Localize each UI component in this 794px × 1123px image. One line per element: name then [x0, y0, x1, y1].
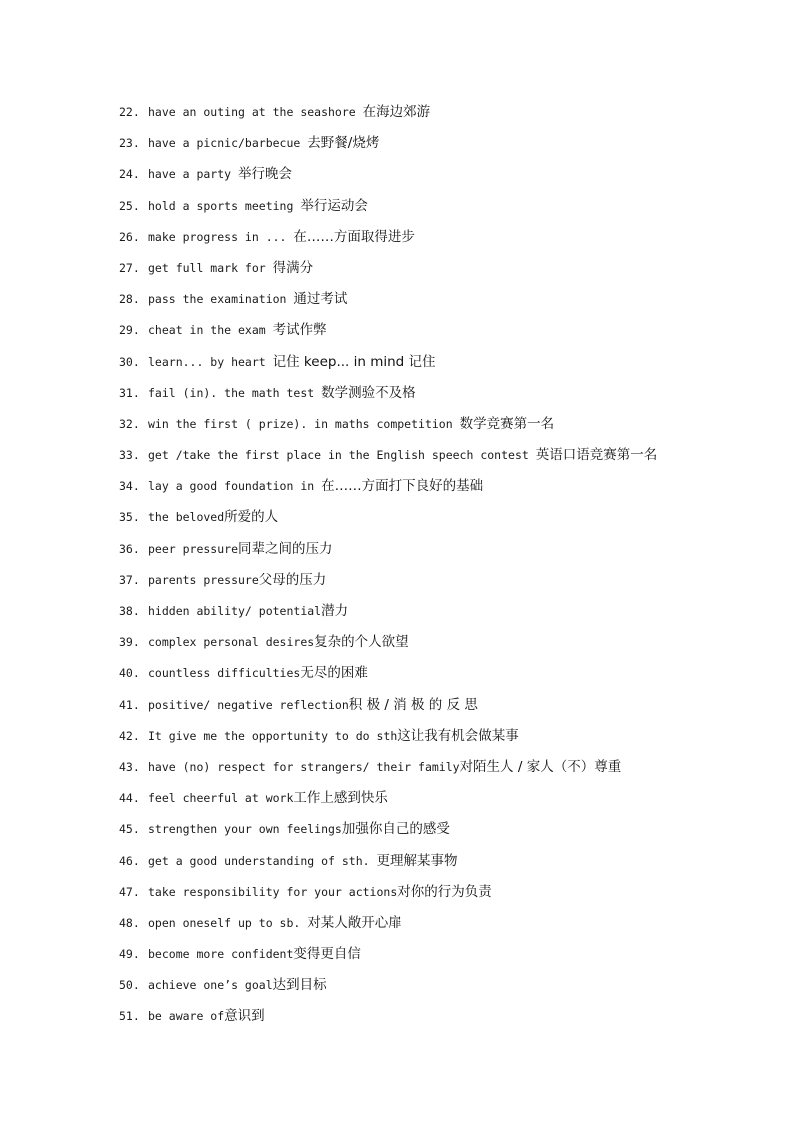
chinese-meaning: 对你的行为负责	[397, 883, 492, 900]
entry-number: 44.	[119, 791, 140, 806]
entry-number: 34.	[119, 479, 140, 494]
english-phrase: strengthen your own feelings	[148, 822, 342, 837]
english-phrase: pass the examination	[148, 292, 287, 307]
english-phrase: get full mark for	[148, 260, 266, 275]
english-phrase: get a good understanding of sth.	[148, 853, 370, 868]
list-item	[119, 257, 779, 288]
chinese-meaning: 所爱的人	[224, 509, 279, 526]
english-phrase: get /take the first place in the English speech contest	[148, 448, 529, 463]
english-phrase: have a picnic/barbecue	[148, 136, 301, 151]
english-phrase: feel cheerful at work	[148, 791, 294, 806]
english-phrase: positive/ negative reflection	[148, 697, 349, 712]
chinese-meaning: 加强你自己的感受	[341, 821, 450, 838]
list-item	[119, 475, 779, 506]
chinese-meaning: 达到目标	[272, 977, 327, 994]
chinese-meaning: 对某人敞开心扉	[307, 914, 402, 931]
list-item	[119, 943, 779, 974]
list-item	[119, 351, 779, 382]
english-phrase: be aware of	[148, 1009, 225, 1024]
chinese-meaning: 数学竞赛第一名	[459, 415, 555, 432]
list-item	[119, 506, 779, 537]
list-item	[119, 600, 779, 631]
english-phrase: countless difficulties	[148, 666, 301, 681]
chinese-meaning: 举行运动会	[300, 197, 368, 214]
english-phrase: become more confident	[148, 947, 294, 962]
english-phrase: lay a good foundation in	[148, 479, 315, 494]
entry-number: 38.	[119, 604, 140, 618]
entry-number: 37.	[119, 572, 140, 587]
entry-number: 48.	[119, 915, 140, 930]
english-phrase: fail (in). the math test	[148, 385, 315, 400]
entry-number: 32.	[119, 416, 140, 431]
list-item	[119, 382, 779, 413]
english-phrase: It give me the opportunity to do sth	[148, 728, 398, 743]
entry-number: 51.	[119, 1009, 140, 1024]
entry-number: 47.	[119, 884, 140, 899]
list-item	[119, 319, 779, 350]
entry-number: 41.	[119, 697, 140, 712]
entry-number: 42.	[119, 728, 140, 743]
english-phrase: parents pressure	[148, 572, 259, 587]
list-item	[119, 818, 779, 849]
chinese-meaning: 举行晚会	[238, 166, 293, 183]
english-phrase: learn... by heart	[148, 354, 266, 369]
english-phrase: have a party	[148, 167, 232, 182]
english-phrase: make progress in ...	[148, 229, 287, 244]
chinese-meaning: 父母的压力	[258, 571, 327, 588]
list-item	[119, 631, 779, 662]
list-item	[119, 662, 779, 693]
entry-number: 39.	[119, 635, 140, 650]
chinese-meaning: 考试作弊	[272, 322, 327, 339]
entry-number: 29.	[119, 323, 140, 338]
english-phrase: win the first ( prize). in maths competition	[148, 416, 453, 431]
chinese-meaning: 在……方面打下良好的基础	[321, 478, 484, 495]
entry-number: 36.	[119, 541, 140, 556]
chinese-meaning: 意识到	[224, 1008, 265, 1025]
list-item	[119, 1005, 779, 1036]
list-item	[119, 694, 779, 725]
list-item	[119, 974, 779, 1005]
list-item	[119, 413, 779, 444]
list-item	[119, 881, 779, 912]
entry-number: 24.	[119, 167, 140, 182]
list-item	[119, 787, 779, 818]
phrase-list	[119, 101, 779, 1037]
english-phrase: open oneself up to sb.	[148, 915, 301, 930]
entry-number: 26.	[119, 229, 140, 244]
entry-number: 46.	[119, 853, 140, 868]
entry-number: 50.	[119, 978, 140, 993]
chinese-meaning: 得满分	[272, 259, 314, 276]
entry-number: 23.	[119, 136, 140, 151]
chinese-meaning: 在海边郊游	[362, 104, 431, 120]
list-item	[119, 912, 779, 943]
english-phrase: cheat in the exam	[148, 323, 266, 338]
chinese-meaning: 变得更自信	[293, 946, 361, 963]
entry-number: 45.	[119, 822, 140, 837]
entry-number: 31.	[119, 385, 140, 400]
entry-number: 28.	[119, 292, 140, 307]
list-item	[119, 444, 779, 475]
english-phrase: hold a sports meeting	[148, 198, 294, 213]
english-phrase: take responsibility for your actions	[148, 884, 398, 899]
entry-number: 27.	[119, 260, 140, 275]
chinese-meaning: 无尽的困难	[300, 665, 368, 682]
english-phrase: have an outing at the seashore	[148, 105, 356, 119]
list-item	[119, 226, 779, 257]
chinese-meaning: 这让我有机会做某事	[397, 727, 519, 744]
chinese-meaning: 英语口语竞赛第一名	[535, 447, 658, 464]
chinese-meaning: 对陌生人 / 家人（不）尊重	[459, 758, 622, 775]
list-item	[119, 288, 779, 319]
chinese-meaning: 复杂的个人欲望	[314, 634, 409, 651]
english-phrase: achieve one’s goal	[148, 978, 273, 993]
entry-number: 40.	[119, 666, 140, 681]
entry-number: 25.	[119, 198, 140, 213]
chinese-meaning: 工作上感到快乐	[293, 790, 388, 807]
entry-number: 49.	[119, 947, 140, 962]
entry-number: 35.	[119, 510, 140, 525]
english-phrase: complex personal desires	[148, 635, 315, 650]
english-phrase: hidden ability/ potential	[148, 604, 322, 618]
entry-number: 30.	[119, 354, 140, 369]
list-item	[119, 850, 779, 881]
chinese-meaning: 同辈之间的压力	[238, 540, 333, 557]
list-item	[119, 725, 779, 756]
list-item	[119, 569, 779, 600]
chinese-meaning: 记住 keep... in mind 记住	[272, 353, 436, 370]
english-phrase: have (no) respect for strangers/ their family	[148, 759, 460, 774]
english-phrase: the beloved	[148, 510, 225, 525]
chinese-meaning: 积 极 / 消 极 的 反 思	[348, 696, 478, 713]
entry-number: 43.	[119, 759, 140, 774]
chinese-meaning: 潜力	[321, 603, 349, 619]
chinese-meaning: 去野餐/烧烤	[307, 135, 380, 152]
list-item	[119, 756, 779, 787]
chinese-meaning: 数学测验不及格	[321, 384, 416, 401]
entry-number: 22.	[119, 105, 140, 119]
chinese-meaning: 在……方面取得进步	[293, 228, 415, 245]
list-item	[119, 163, 779, 194]
chinese-meaning: 通过考试	[293, 291, 348, 308]
list-item	[119, 195, 779, 226]
list-item	[119, 538, 779, 569]
entry-number: 33.	[119, 448, 140, 463]
list-item	[119, 101, 779, 132]
list-item	[119, 132, 779, 163]
english-phrase: peer pressure	[148, 541, 239, 556]
chinese-meaning: 更理解某事物	[376, 852, 458, 869]
